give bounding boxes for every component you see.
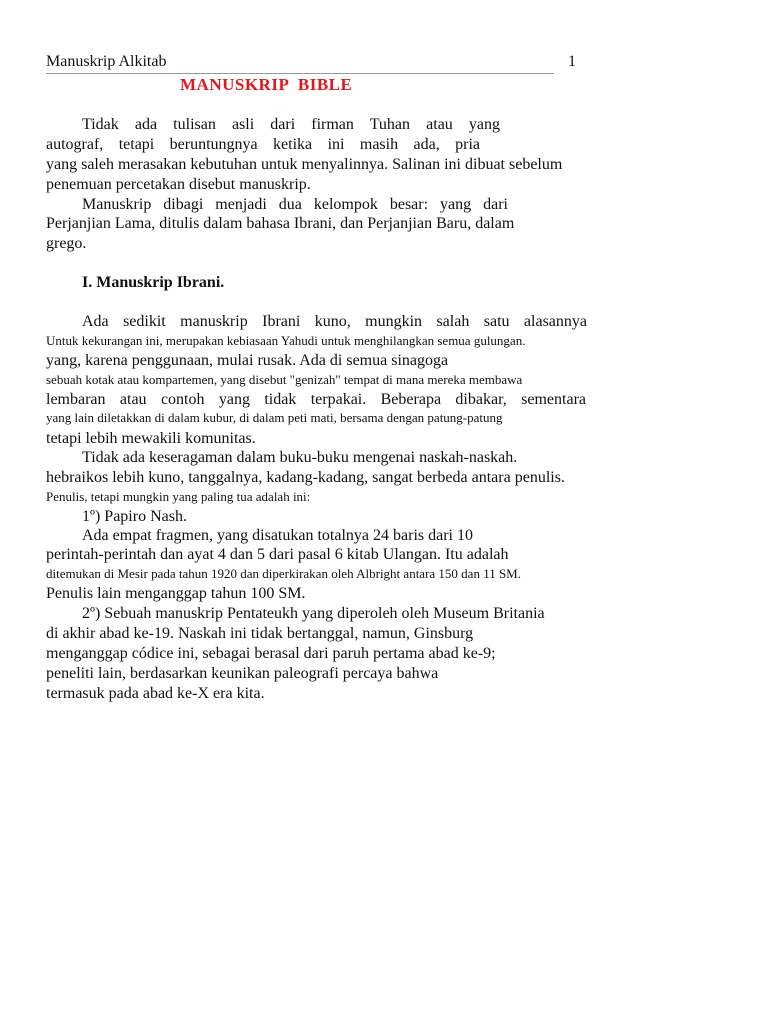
paragraph-line: Perjanjian Lama, ditulis dalam bahasa Ibrani, dan Perjanjian Baru, dalam (46, 215, 515, 232)
section-heading: I. Manuskrip Ibrani. (82, 274, 225, 291)
paragraph-line: 1º) Papiro Nash. (82, 508, 187, 525)
paragraph-line: autograf, tetapi beruntungnya ketika ini masih ada, pria (46, 136, 480, 153)
paragraph-line: yang lain diletakkan di dalam kubur, di dalam peti mati, bersama dengan patung-patung (46, 410, 503, 425)
paragraph-line: penemuan percetakan disebut manuskrip. (46, 176, 311, 193)
paragraph-line: ditemukan di Mesir pada tahun 1920 dan diperkirakan oleh Albright antara 150 dan 11 SM. (46, 566, 521, 581)
header-title: Manuskrip Alkitab (46, 53, 167, 70)
paragraph-line: lembaran atau contoh yang tidak terpakai. Beberapa dibakar, sementara (46, 391, 586, 408)
paragraph-line: Ada sedikit manuskrip Ibrani kuno, mungkin salah satu alasannya (82, 313, 587, 330)
paragraph-line: yang, karena penggunaan, mulai rusak. Ada di semua sinagoga (46, 352, 449, 369)
paragraph-line: sebuah kotak atau kompartemen, yang disebut "genizah" tempat di mana mereka membawa (46, 372, 523, 387)
paragraph-line: Penulis lain menganggap tahun 100 SM. (46, 585, 306, 602)
paragraph-line: Untuk kekurangan ini, merupakan kebiasaan Yahudi untuk menghilangkan semua gulungan. (46, 333, 526, 348)
document-title: MANUSKRIP BIBLE (180, 75, 353, 94)
paragraph-line: Tidak ada keseragaman dalam buku-buku mengenai naskah-naskah. (82, 449, 518, 466)
paragraph-line: peneliti lain, berdasarkan keunikan paleografi percaya bahwa (46, 665, 439, 682)
paragraph-line: Tidak ada tulisan asli dari firman Tuhan atau yang (82, 116, 500, 133)
paragraph-line: termasuk pada abad ke-X era kita. (46, 685, 265, 702)
paragraph-line: yang saleh merasakan kebutuhan untuk menyalinnya. Salinan ini dibuat sebelum (46, 156, 563, 173)
paragraph-line: grego. (46, 235, 87, 252)
page-number: 1 (568, 53, 576, 70)
paragraph-line: perintah-perintah dan ayat 4 dan 5 dari pasal 6 kitab Ulangan. Itu adalah (46, 546, 509, 563)
paragraph-line: Penulis, tetapi mungkin yang paling tua adalah ini: (46, 489, 311, 504)
page-header (46, 52, 554, 74)
paragraph-line: Manuskrip dibagi menjadi dua kelompok besar: yang dari (82, 196, 508, 213)
paragraph-line: hebraikos lebih kuno, tanggalnya, kadang-kadang, sangat berbeda antara penulis. (46, 469, 565, 486)
paragraph-line: 2º) Sebuah manuskrip Pentateukh yang diperoleh oleh Museum Britania (82, 605, 545, 622)
paragraph-line: di akhir abad ke-19. Naskah ini tidak bertanggal, namun, Ginsburg (46, 625, 474, 642)
paragraph-line: Ada empat fragmen, yang disatukan totalnya 24 baris dari 10 (82, 527, 473, 544)
paragraph-line: tetapi lebih mewakili komunitas. (46, 430, 256, 447)
paragraph-line: menganggap códice ini, sebagai berasal dari paruh pertama abad ke-9; (46, 645, 496, 662)
